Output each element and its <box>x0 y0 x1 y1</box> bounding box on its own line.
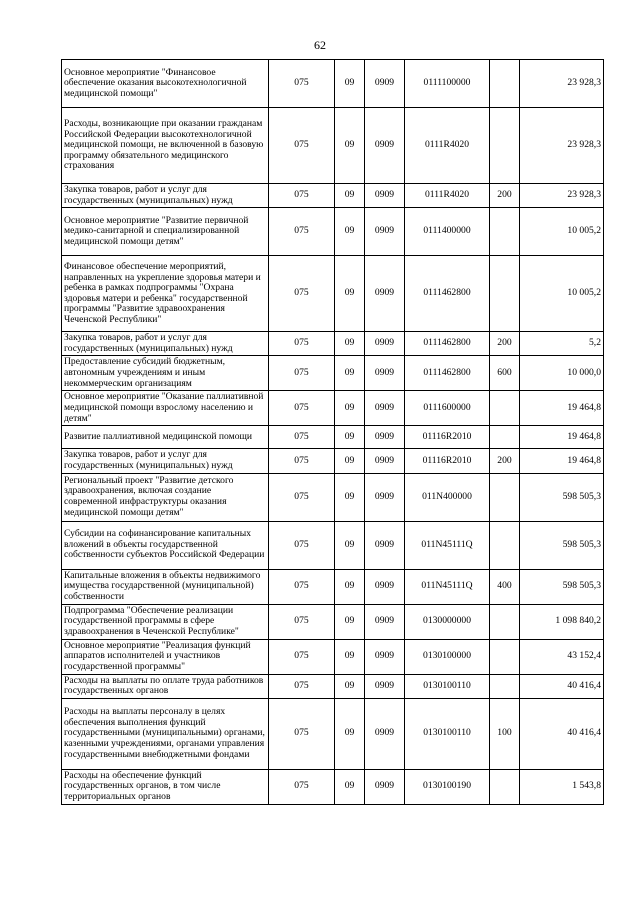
table-row <box>62 604 604 639</box>
subsection-code-cell: 0909 <box>365 473 405 521</box>
row-name-cell: Предоставление субсидий бюджетным, автономным учреждениям и иным некоммерческим организациям <box>62 356 269 391</box>
table-row <box>62 473 604 521</box>
table-row <box>62 256 604 332</box>
target-article-cell: 0130100190 <box>405 769 490 804</box>
ministry-code-cell: 075 <box>269 569 335 604</box>
ministry-code-cell: 075 <box>269 604 335 639</box>
subsection-code-cell: 0909 <box>365 356 405 391</box>
subsection-code-cell: 0909 <box>365 332 405 356</box>
table-row <box>62 108 604 184</box>
target-article-cell: 0130100110 <box>405 674 490 698</box>
section-code-cell: 09 <box>335 426 365 449</box>
amount-cell: 5,2 <box>520 332 604 356</box>
ministry-code-cell: 075 <box>269 256 335 332</box>
amount-cell: 19 464,8 <box>520 426 604 449</box>
ministry-code-cell: 075 <box>269 60 335 108</box>
target-article-cell: 0111400000 <box>405 208 490 256</box>
amount-cell: 598 505,3 <box>520 473 604 521</box>
section-code-cell: 09 <box>335 521 365 569</box>
amount-cell: 1 543,8 <box>520 769 604 804</box>
amount-cell: 23 928,3 <box>520 184 604 208</box>
expense-type-cell: 100 <box>490 698 520 769</box>
target-article-cell: 0130100000 <box>405 639 490 674</box>
expense-type-cell <box>490 639 520 674</box>
row-name-cell: Закупка товаров, работ и услуг для государственных (муниципальных) нужд <box>62 332 269 356</box>
subsection-code-cell: 0909 <box>365 604 405 639</box>
section-code-cell: 09 <box>335 184 365 208</box>
subsection-code-cell: 0909 <box>365 449 405 473</box>
ministry-code-cell: 075 <box>269 108 335 184</box>
target-article-cell: 0111R4020 <box>405 184 490 208</box>
row-name-cell: Субсидии на софинансирование капитальных вложений в объекты государственной собственности субъектов Российской Федерации <box>62 521 269 569</box>
subsection-code-cell: 0909 <box>365 184 405 208</box>
amount-cell: 598 505,3 <box>520 521 604 569</box>
ministry-code-cell: 075 <box>269 391 335 426</box>
section-code-cell: 09 <box>335 60 365 108</box>
expense-type-cell <box>490 426 520 449</box>
target-article-cell: 0111462800 <box>405 332 490 356</box>
budget-table <box>61 59 604 805</box>
amount-cell: 19 464,8 <box>520 449 604 473</box>
section-code-cell: 09 <box>335 391 365 426</box>
table-row <box>62 332 604 356</box>
expense-type-cell <box>490 473 520 521</box>
table-row <box>62 698 604 769</box>
subsection-code-cell: 0909 <box>365 391 405 426</box>
row-name-cell: Региональный проект "Развитие детского здравоохранения, включая создание современной инфраструктуры оказания медицинской помощи детям" <box>62 473 269 521</box>
table-row <box>62 569 604 604</box>
table-row <box>62 426 604 449</box>
subsection-code-cell: 0909 <box>365 769 405 804</box>
section-code-cell: 09 <box>335 473 365 521</box>
amount-cell: 43 152,4 <box>520 639 604 674</box>
section-code-cell: 09 <box>335 332 365 356</box>
subsection-code-cell: 0909 <box>365 569 405 604</box>
table-row <box>62 674 604 698</box>
row-name-cell: Расходы на выплаты по оплате труда работников государственных органов <box>62 674 269 698</box>
expense-type-cell: 200 <box>490 332 520 356</box>
expense-type-cell <box>490 256 520 332</box>
section-code-cell: 09 <box>335 604 365 639</box>
row-name-cell: Развитие паллиативной медицинской помощи <box>62 426 269 449</box>
target-article-cell: 01116R2010 <box>405 426 490 449</box>
row-name-cell: Основное мероприятие "Финансовое обеспечение оказания высокотехнологичной медицинской помощи" <box>62 60 269 108</box>
row-name-cell: Финансовое обеспечение мероприятий, направленных на укрепление здоровья матери и ребенка в рамках подпрограммы "Охрана здоровья матери и ребенка" государственной программы "Развитие здравоохранения Чеченской Республики" <box>62 256 269 332</box>
expense-type-cell: 600 <box>490 356 520 391</box>
ministry-code-cell: 075 <box>269 426 335 449</box>
target-article-cell: 011N400000 <box>405 473 490 521</box>
row-name-cell: Основное мероприятие "Оказание паллиативной медицинской помощи взрослому населению и детям" <box>62 391 269 426</box>
section-code-cell: 09 <box>335 256 365 332</box>
table-row <box>62 60 604 108</box>
subsection-code-cell: 0909 <box>365 60 405 108</box>
target-article-cell: 0111462800 <box>405 256 490 332</box>
amount-cell: 23 928,3 <box>520 108 604 184</box>
ministry-code-cell: 075 <box>269 332 335 356</box>
target-article-cell: 011N45111Q <box>405 569 490 604</box>
ministry-code-cell: 075 <box>269 473 335 521</box>
budget-table-body <box>62 60 604 805</box>
expense-type-cell: 400 <box>490 569 520 604</box>
ministry-code-cell: 075 <box>269 674 335 698</box>
target-article-cell: 0130000000 <box>405 604 490 639</box>
row-name-cell: Закупка товаров, работ и услуг для государственных (муниципальных) нужд <box>62 449 269 473</box>
page-number: 62 <box>314 38 326 52</box>
subsection-code-cell: 0909 <box>365 108 405 184</box>
row-name-cell: Капитальные вложения в объекты недвижимого имущества государственной (муниципальной) собственности <box>62 569 269 604</box>
table-row <box>62 521 604 569</box>
row-name-cell: Расходы на обеспечение функций государственных органов, в том числе территориальных органов <box>62 769 269 804</box>
expense-type-cell <box>490 604 520 639</box>
section-code-cell: 09 <box>335 698 365 769</box>
table-row <box>62 639 604 674</box>
row-name-cell: Закупка товаров, работ и услуг для государственных (муниципальных) нужд <box>62 184 269 208</box>
target-article-cell: 0111462800 <box>405 356 490 391</box>
ministry-code-cell: 075 <box>269 639 335 674</box>
amount-cell: 23 928,3 <box>520 60 604 108</box>
amount-cell: 1 098 840,2 <box>520 604 604 639</box>
expense-type-cell <box>490 108 520 184</box>
table-row <box>62 449 604 473</box>
amount-cell: 19 464,8 <box>520 391 604 426</box>
section-code-cell: 09 <box>335 569 365 604</box>
target-article-cell: 0111R4020 <box>405 108 490 184</box>
amount-cell: 10 000,0 <box>520 356 604 391</box>
section-code-cell: 09 <box>335 356 365 391</box>
row-name-cell: Основное мероприятие "Реализация функций аппаратов исполнителей и участников государственной программы" <box>62 639 269 674</box>
amount-cell: 10 005,2 <box>520 208 604 256</box>
expense-type-cell <box>490 674 520 698</box>
row-name-cell: Расходы, возникающие при оказании гражданам Российской Федерации высокотехнологичной медицинской помощи, не включенной в базовую программу обязательного медицинского страхования <box>62 108 269 184</box>
table-row <box>62 769 604 804</box>
ministry-code-cell: 075 <box>269 449 335 473</box>
section-code-cell: 09 <box>335 449 365 473</box>
section-code-cell: 09 <box>335 208 365 256</box>
ministry-code-cell: 075 <box>269 184 335 208</box>
subsection-code-cell: 0909 <box>365 426 405 449</box>
row-name-cell: Подпрограмма "Обеспечение реализации государственной программы в сфере здравоохранения в Чеченской Республике" <box>62 604 269 639</box>
ministry-code-cell: 075 <box>269 208 335 256</box>
expense-type-cell <box>490 521 520 569</box>
section-code-cell: 09 <box>335 769 365 804</box>
target-article-cell: 0111100000 <box>405 60 490 108</box>
subsection-code-cell: 0909 <box>365 698 405 769</box>
section-code-cell: 09 <box>335 639 365 674</box>
subsection-code-cell: 0909 <box>365 674 405 698</box>
table-row <box>62 184 604 208</box>
target-article-cell: 011N45111Q <box>405 521 490 569</box>
target-article-cell: 01116R2010 <box>405 449 490 473</box>
ministry-code-cell: 075 <box>269 769 335 804</box>
section-code-cell: 09 <box>335 108 365 184</box>
expense-type-cell: 200 <box>490 184 520 208</box>
amount-cell: 40 416,4 <box>520 698 604 769</box>
subsection-code-cell: 0909 <box>365 208 405 256</box>
expense-type-cell <box>490 769 520 804</box>
amount-cell: 10 005,2 <box>520 256 604 332</box>
table-row <box>62 208 604 256</box>
subsection-code-cell: 0909 <box>365 521 405 569</box>
subsection-code-cell: 0909 <box>365 256 405 332</box>
subsection-code-cell: 0909 <box>365 639 405 674</box>
ministry-code-cell: 075 <box>269 521 335 569</box>
row-name-cell: Расходы на выплаты персоналу в целях обеспечения выполнения функций государственными (муниципальными) органами, казенными учреждениями, органами управления государственными внебюджетными фондами <box>62 698 269 769</box>
expense-type-cell <box>490 391 520 426</box>
section-code-cell: 09 <box>335 674 365 698</box>
table-row <box>62 356 604 391</box>
expense-type-cell <box>490 60 520 108</box>
amount-cell: 40 416,4 <box>520 674 604 698</box>
table-row <box>62 391 604 426</box>
ministry-code-cell: 075 <box>269 356 335 391</box>
expense-type-cell: 200 <box>490 449 520 473</box>
ministry-code-cell: 075 <box>269 698 335 769</box>
row-name-cell: Основное мероприятие "Развитие первичной медико-санитарной и специализированной медицинской помощи детям" <box>62 208 269 256</box>
amount-cell: 598 505,3 <box>520 569 604 604</box>
target-article-cell: 0111600000 <box>405 391 490 426</box>
expense-type-cell <box>490 208 520 256</box>
target-article-cell: 0130100110 <box>405 698 490 769</box>
